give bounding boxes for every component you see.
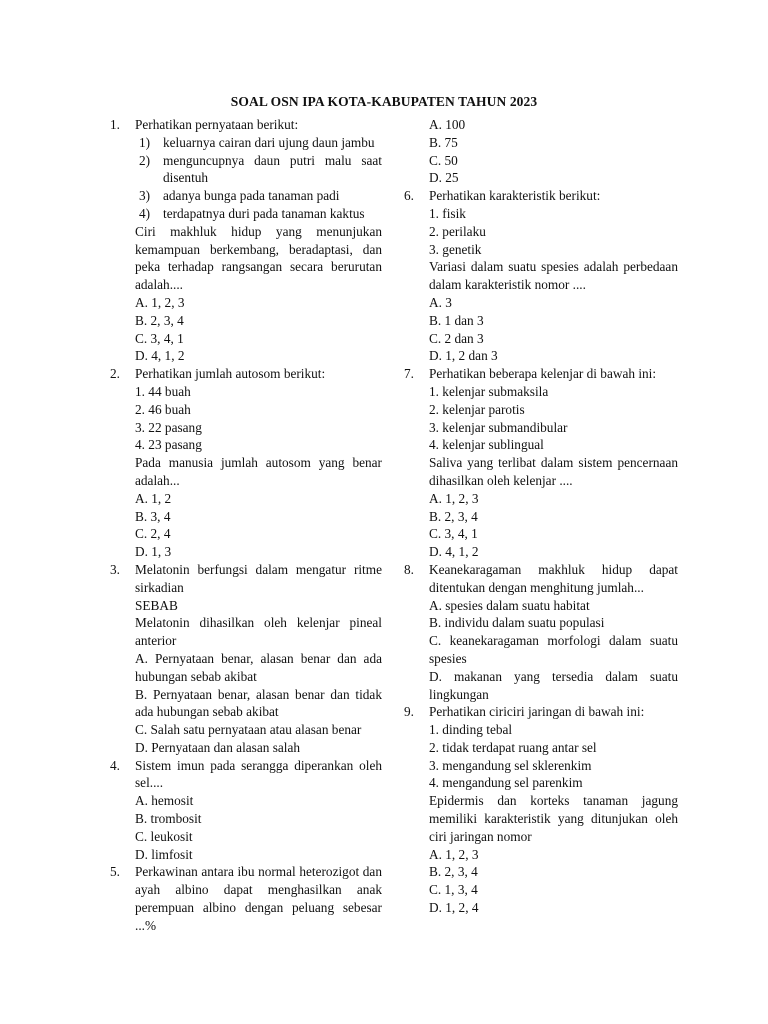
list-item: 4. mengandung sel parenkim bbox=[429, 775, 583, 791]
answer-option: D. 4, 1, 2 bbox=[429, 544, 479, 560]
statement-number: 2) bbox=[139, 152, 151, 168]
question-text: Saliva yang terlibat dalam sistem pencernaan dihasilkan oleh kelenjar .... bbox=[429, 455, 678, 488]
answer-option: D. 1, 2 dan 3 bbox=[429, 348, 498, 364]
statement-number: 3) bbox=[139, 188, 151, 204]
answer-option: D. limfosit bbox=[135, 846, 193, 862]
statement-item bbox=[135, 134, 382, 152]
list-item: 3. kelenjar submandibular bbox=[429, 419, 568, 435]
answer-option: D. makanan yang tersedia dalam suatu lingkungan bbox=[429, 668, 678, 702]
answer-option: A. Pernyataan benar, alasan benar dan ada hubungan sebab akibat bbox=[135, 650, 382, 684]
answer-option: A. 100 bbox=[429, 117, 466, 132]
answer-option: A. 1, 2, 3 bbox=[429, 846, 479, 862]
question-7 bbox=[404, 365, 678, 561]
question-text: Melatonin dihasilkan oleh kelenjar pineal anterior bbox=[135, 615, 382, 649]
answer-option: A. spesies dalam suatu habitat bbox=[429, 597, 590, 613]
answer-option: C. keanekaragaman morfologi dalam suatu spesies bbox=[429, 633, 678, 666]
list-item: 1. dinding tebal bbox=[429, 722, 513, 738]
answer-option: C. 2, 4 bbox=[135, 526, 171, 542]
answer-option: D. Pernyataan dan alasan salah bbox=[135, 739, 301, 755]
list-item: 2. tidak terdapat ruang antar sel bbox=[429, 739, 597, 755]
answer-option: C. 1, 3, 4 bbox=[429, 882, 478, 898]
list-item: 3. genetik bbox=[429, 241, 482, 257]
answer-option: C. Salah satu pernyataan atau alasan benar bbox=[135, 722, 362, 738]
list-item: 3. mengandung sel sklerenkim bbox=[429, 757, 592, 773]
question-text: Ciri makhluk hidup yang menunjukan kemampuan berkembang, beradaptasi, dan peka terhadap rangsangan secara berurutan adalah.... bbox=[135, 223, 382, 293]
statement-item bbox=[135, 205, 382, 223]
statement-text: keluarnya cairan dari ujung daun jambu bbox=[163, 134, 375, 150]
question-stem: Sistem imun pada serangga diperankan oleh sel.... bbox=[135, 757, 382, 791]
question-number: 8. bbox=[404, 561, 414, 577]
list-item: 2. perilaku bbox=[429, 223, 486, 239]
question-stem: Perhatikan beberapa kelenjar di bawah ini: bbox=[429, 366, 657, 382]
answer-option: A. 1, 2, 3 bbox=[429, 490, 479, 506]
question-6 bbox=[404, 187, 678, 365]
question-number: 1. bbox=[110, 117, 120, 132]
list-item: 4. 23 pasang bbox=[135, 437, 202, 453]
question-9 bbox=[404, 703, 678, 917]
answer-option: C. leukosit bbox=[135, 828, 193, 844]
answer-option: B. individu dalam suatu populasi bbox=[429, 615, 605, 631]
question-text: Pada manusia jumlah autosom yang benar adalah... bbox=[135, 455, 382, 488]
question-4 bbox=[110, 757, 382, 864]
list-item: 1. fisik bbox=[429, 205, 466, 221]
question-stem: Melatonin berfungsi dalam mengatur ritme sirkadian bbox=[135, 561, 382, 595]
question-1 bbox=[110, 116, 382, 365]
statement-number: 4) bbox=[139, 205, 151, 221]
answer-option: B. 75 bbox=[429, 134, 458, 150]
question-3 bbox=[110, 561, 382, 757]
list-item: 1. 44 buah bbox=[135, 383, 191, 399]
answer-option: C. 50 bbox=[429, 152, 458, 168]
list-item: 1. kelenjar submaksila bbox=[429, 383, 549, 399]
question-number: 7. bbox=[404, 366, 414, 382]
question-8 bbox=[404, 561, 678, 703]
answer-option: B. 2, 3, 4 bbox=[135, 312, 184, 328]
question-number: 2. bbox=[110, 366, 120, 382]
right-column bbox=[404, 116, 678, 917]
answer-option: B. trombosit bbox=[135, 811, 202, 827]
question-number: 5. bbox=[110, 864, 120, 880]
question-number: 4. bbox=[110, 757, 120, 773]
question-2 bbox=[110, 365, 382, 561]
question-stem: Perhatikan jumlah autosom berikut: bbox=[135, 366, 326, 382]
list-item: 2. kelenjar parotis bbox=[429, 401, 525, 417]
statement-text: menguncupnya daun putri malu saat disentuh bbox=[163, 152, 382, 186]
question-5-options bbox=[404, 116, 678, 187]
answer-option: C. 2 dan 3 bbox=[429, 330, 484, 346]
statement-number: 1) bbox=[139, 134, 151, 150]
question-stem: Perkawinan antara ibu normal heterozigot dan ayah albino dapat menghasilkan anak perempuan albino dengan peluang sebesar ...% bbox=[135, 864, 382, 933]
statement-item bbox=[135, 187, 382, 205]
question-number: 6. bbox=[404, 188, 414, 204]
page-title: SOAL OSN IPA KOTA-KABUPATEN TAHUN 2023 bbox=[230, 94, 538, 109]
answer-option: A. 1, 2, 3 bbox=[135, 294, 185, 310]
answer-option: B. 1 dan 3 bbox=[429, 312, 484, 328]
statement-text: adanya bunga pada tanaman padi bbox=[163, 188, 340, 204]
left-column bbox=[110, 116, 382, 935]
answer-option: D. 1, 3 bbox=[135, 544, 172, 560]
sebab-label: SEBAB bbox=[135, 597, 178, 613]
answer-option: B. Pernyataan benar, alasan benar dan tidak ada hubungan sebab akibat bbox=[135, 686, 382, 720]
question-stem: Perhatikan karakteristik berikut: bbox=[429, 188, 601, 204]
answer-option: A. 3 bbox=[429, 294, 452, 310]
answer-option: C. 3, 4, 1 bbox=[135, 330, 184, 346]
answer-option: D. 1, 2, 4 bbox=[429, 900, 479, 916]
question-number: 9. bbox=[404, 704, 414, 720]
question-stem: Keanekaragaman makhluk hidup dapat ditentukan dengan menghitung jumlah... bbox=[429, 561, 678, 595]
answer-option: B. 3, 4 bbox=[135, 508, 171, 524]
answer-option: B. 2, 3, 4 bbox=[429, 864, 478, 880]
answer-option: C. 3, 4, 1 bbox=[429, 526, 478, 542]
question-stem: Perhatikan ciriciri jaringan di bawah ini: bbox=[429, 704, 645, 720]
answer-option: D. 4, 1, 2 bbox=[135, 348, 185, 364]
question-text: Epidermis dan korteks tanaman jagung memiliki karakteristik yang ditunjukan oleh ciri jaringan nomor bbox=[429, 793, 678, 844]
question-number: 3. bbox=[110, 561, 120, 577]
list-item: 2. 46 buah bbox=[135, 401, 191, 417]
answer-option: A. hemosit bbox=[135, 793, 194, 809]
question-stem: Perhatikan pernyataan berikut: bbox=[135, 117, 299, 132]
question-5 bbox=[110, 863, 382, 934]
answer-option: B. 2, 3, 4 bbox=[429, 508, 478, 524]
list-item: 4. kelenjar sublingual bbox=[429, 437, 544, 453]
answer-option: A. 1, 2 bbox=[135, 490, 172, 506]
answer-option: D. 25 bbox=[429, 170, 459, 186]
statement-item bbox=[135, 152, 382, 188]
list-item: 3. 22 pasang bbox=[135, 419, 202, 435]
statement-text: terdapatnya duri pada tanaman kaktus bbox=[163, 205, 365, 221]
question-text: Variasi dalam suatu spesies adalah perbedaan dalam karakteristik nomor .... bbox=[429, 259, 678, 293]
